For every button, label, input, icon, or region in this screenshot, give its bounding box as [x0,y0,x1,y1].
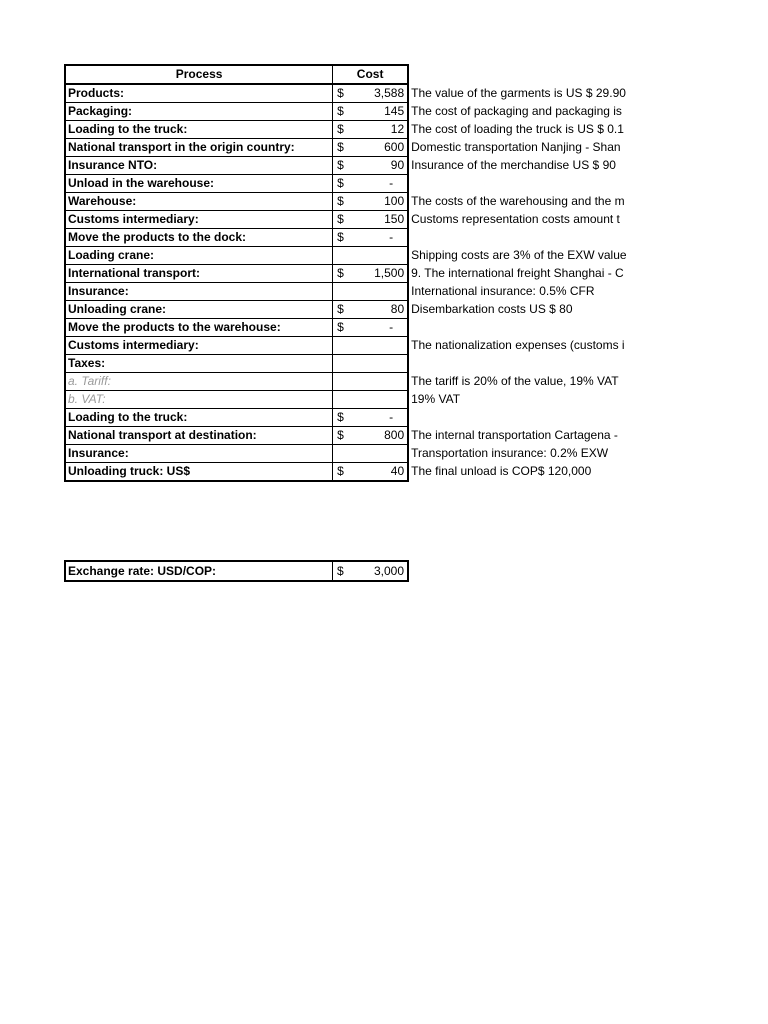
note-cell[interactable]: The cost of packaging and packaging is [411,104,622,118]
process-cell[interactable]: Insurance NTO: [65,157,333,175]
table-row [65,193,767,211]
process-cell[interactable]: Customs intermediary: [65,337,333,355]
note-cell[interactable] [408,175,767,193]
process-cell[interactable]: Packaging: [65,103,333,121]
note-cell[interactable]: Domestic transportation Nanjing - Shan [411,140,621,154]
process-cell[interactable]: Move the products to the dock: [65,229,333,247]
process-cell[interactable]: Insurance: [65,283,333,301]
note-cell[interactable] [408,409,767,427]
table-row [65,247,767,265]
note-cell[interactable]: Insurance of the merchandise US $ 90 [411,158,616,172]
cost-cell[interactable] [333,139,408,157]
table-row [65,301,767,319]
table-row [65,409,767,427]
exchange-rate-label[interactable]: Exchange rate: USD/COP: [65,561,333,581]
note-cell[interactable] [408,229,767,247]
table-row [65,211,767,229]
cost-cell[interactable] [333,391,408,409]
table-row [65,283,767,301]
note-cell[interactable]: Disembarkation costs US $ 80 [411,302,573,316]
process-cell[interactable]: Products: [65,84,333,103]
table-row [65,103,767,121]
exchange-rate-table [64,560,409,582]
cost-amount: - [389,176,394,190]
cost-currency: $ [337,86,344,100]
process-cell[interactable]: Insurance: [65,445,333,463]
cost-column-header[interactable]: Cost [333,65,408,84]
cost-cell[interactable] [333,409,408,427]
cost-currency: $ [337,140,344,154]
cost-amount: 80 [390,302,405,316]
cost-amount: 1,500 [374,266,405,280]
process-cell[interactable]: Unloading truck: US$ [65,463,333,482]
cost-amount: 90 [390,158,405,172]
cost-amount: - [389,230,394,244]
cost-amount: 12 [390,122,405,136]
cost-amount: 40 [390,464,405,478]
table-row [65,337,767,355]
table-row [65,445,767,463]
cost-amount: - [389,410,394,424]
note-cell[interactable]: The tariff is 20% of the value, 19% VAT [411,374,619,388]
cost-cell[interactable] [333,193,408,211]
exchange-rate-row [65,561,408,581]
process-cell[interactable]: Taxes: [65,355,333,373]
cost-currency: $ [337,176,344,190]
exchange-rate-currency: $ [337,564,344,578]
table-row [65,121,767,139]
table-row [65,355,767,373]
cost-currency: $ [337,302,344,316]
cost-cell[interactable] [333,319,408,337]
cost-currency: $ [337,104,344,118]
process-column-header[interactable]: Process [65,65,333,84]
cost-cell[interactable] [333,373,408,391]
process-cell[interactable]: a. Tariff: [65,373,333,391]
cost-cell[interactable] [333,337,408,355]
cost-cell[interactable] [333,283,408,301]
table-row [65,463,767,482]
cost-currency: $ [337,194,344,208]
cost-currency: $ [337,320,344,334]
cost-cell[interactable] [333,103,408,121]
cost-cell[interactable] [333,157,408,175]
cost-currency: $ [337,464,344,478]
note-cell[interactable]: 9. The international freight Shanghai - C [411,266,624,280]
note-cell[interactable]: Customs representation costs amount t [411,212,620,226]
cost-cell[interactable] [333,229,408,247]
cost-cell[interactable] [333,121,408,139]
cost-amount: - [389,320,394,334]
cost-currency: $ [337,212,344,226]
exchange-rate-amount: 3,000 [373,564,404,578]
cost-currency: $ [337,266,344,280]
cost-cell[interactable] [333,265,408,283]
exchange-rate-value-cell[interactable] [333,561,409,581]
table-row [65,373,767,391]
cost-sheet [64,64,768,482]
process-cell[interactable]: National transport at destination: [65,427,333,445]
table-row [65,84,767,103]
table-row [65,139,767,157]
cost-amount: 150 [384,212,405,226]
note-cell[interactable]: The internal transportation Cartagena - [411,428,618,442]
note-cell[interactable]: The costs of the warehousing and the m [411,194,625,208]
note-cell[interactable]: The cost of loading the truck is US $ 0.1 [411,122,624,136]
process-cell[interactable]: Loading crane: [65,247,333,265]
cost-amount: 3,588 [374,86,405,100]
process-cell[interactable]: Customs intermediary: [65,211,333,229]
note-cell[interactable]: The final unload is COP$ 120,000 [411,464,592,479]
note-cell[interactable]: Shipping costs are 3% of the EXW value [411,248,627,262]
process-cell[interactable]: Unload in the warehouse: [65,175,333,193]
cost-currency: $ [337,410,344,424]
process-cell[interactable]: b. VAT: [65,391,333,409]
cost-cell[interactable] [333,427,408,445]
cost-amount: 145 [384,104,405,118]
note-column-header[interactable] [408,65,767,84]
note-cell[interactable]: The nationalization expenses (customs i [411,338,625,352]
cost-cell[interactable] [333,175,408,193]
exchange-rate-block [64,560,409,582]
cost-cell[interactable] [333,463,408,482]
table-row [65,319,767,337]
note-cell[interactable]: International insurance: 0.5% CFR [411,284,595,298]
cost-amount: 800 [384,428,405,442]
table-row [65,265,767,283]
table-row [65,229,767,247]
note-cell[interactable]: Transportation insurance: 0.2% EXW [411,446,609,460]
process-cell[interactable]: Warehouse: [65,193,333,211]
cost-amount: 600 [384,140,405,154]
cost-currency: $ [337,158,344,172]
note-cell[interactable]: The value of the garments is US $ 29.90 [411,85,626,100]
cost-cell[interactable] [333,301,408,319]
cost-cell[interactable] [333,445,408,463]
cost-cell[interactable] [333,211,408,229]
note-cell[interactable] [408,319,767,337]
process-cell[interactable]: International transport: [65,265,333,283]
table-header-row [65,65,767,84]
process-cell[interactable]: National transport in the origin country: [65,139,333,157]
cost-table [64,64,768,482]
cost-currency: $ [337,230,344,244]
cost-cell[interactable] [333,84,408,103]
note-cell[interactable] [408,355,767,373]
table-row [65,175,767,193]
cost-cell[interactable] [333,355,408,373]
process-cell[interactable]: Unloading crane: [65,301,333,319]
table-row [65,157,767,175]
table-row [65,391,767,409]
process-cell[interactable]: Loading to the truck: [65,121,333,139]
note-cell[interactable]: 19% VAT [411,392,461,406]
cost-currency: $ [337,428,344,442]
process-cell[interactable]: Move the products to the warehouse: [65,319,333,337]
cost-amount: 100 [384,194,405,208]
cost-cell[interactable] [333,247,408,265]
process-cell[interactable]: Loading to the truck: [65,409,333,427]
table-row [65,427,767,445]
cost-currency: $ [337,122,344,136]
